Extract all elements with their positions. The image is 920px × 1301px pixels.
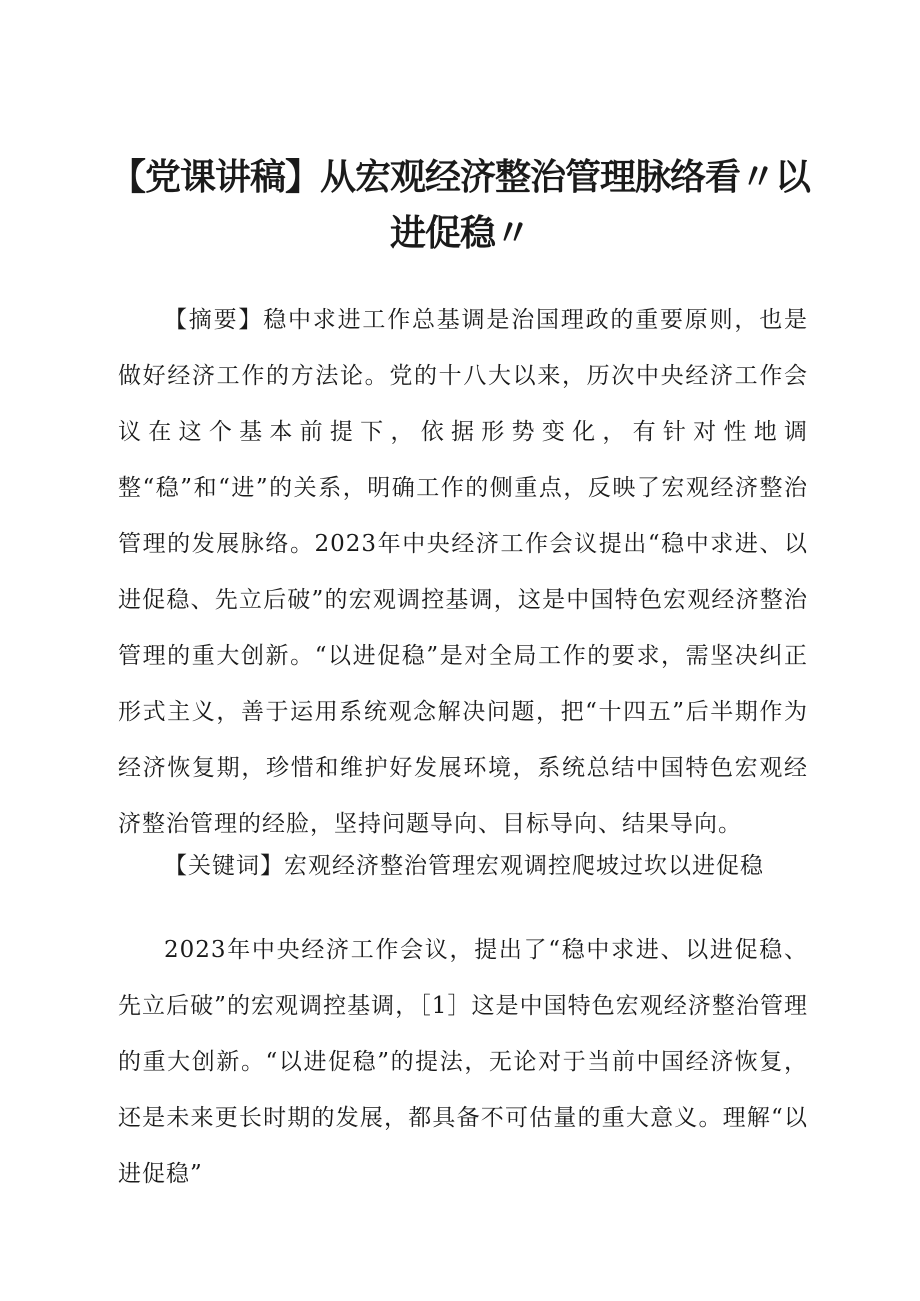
- document-title: 【党课讲稿】从宏观经济整治管理脉络看〃以进促稳〃: [110, 157, 811, 254]
- intro-paragraph: 2023年中央经济工作会议，提出了“稳中求进、以进促稳、先立后破”的宏观调控基调，［1］这是中国特色宏观经济整治管理的重大创新。“以进促稳”的提法，无论对于当前中国经济恢复，还是未来更长时期的发展，都具备不可估量的重大意义。理解“以进促稳”: [118, 937, 808, 1187]
- abstract-paragraph: 【摘要】稳中求进工作总基调是治国理政的重要原则，也是做好经济工作的方法论。党的十八大以来，历次中央经济工作会议在这个基本前提下，依据形势变化，有针对性地调整“稳”和“进”的关系，明确工作的侧重点，反映了宏观经济整治管理的发展脉络。2023年中央经济工作会议提出“稳中求进、以进促稳、先立后破”的宏观调控基调，这是中国特色宏观经济整治管理的重大创新。“以进促稳”是对全局工作的要求，需坚决纠正形式主义，善于运用系统观念解决问题，把“十四五”后半期作为经济恢复期，珍惜和维护好发展环境，系统总结中国特色宏观经济整治管理的经脸，坚持问题导向、目标导向、结果导向。: [118, 307, 808, 837]
- keywords-paragraph: 【关键词】宏观经济整治管理宏观调控爬坡过坎以进促稳: [164, 853, 764, 879]
